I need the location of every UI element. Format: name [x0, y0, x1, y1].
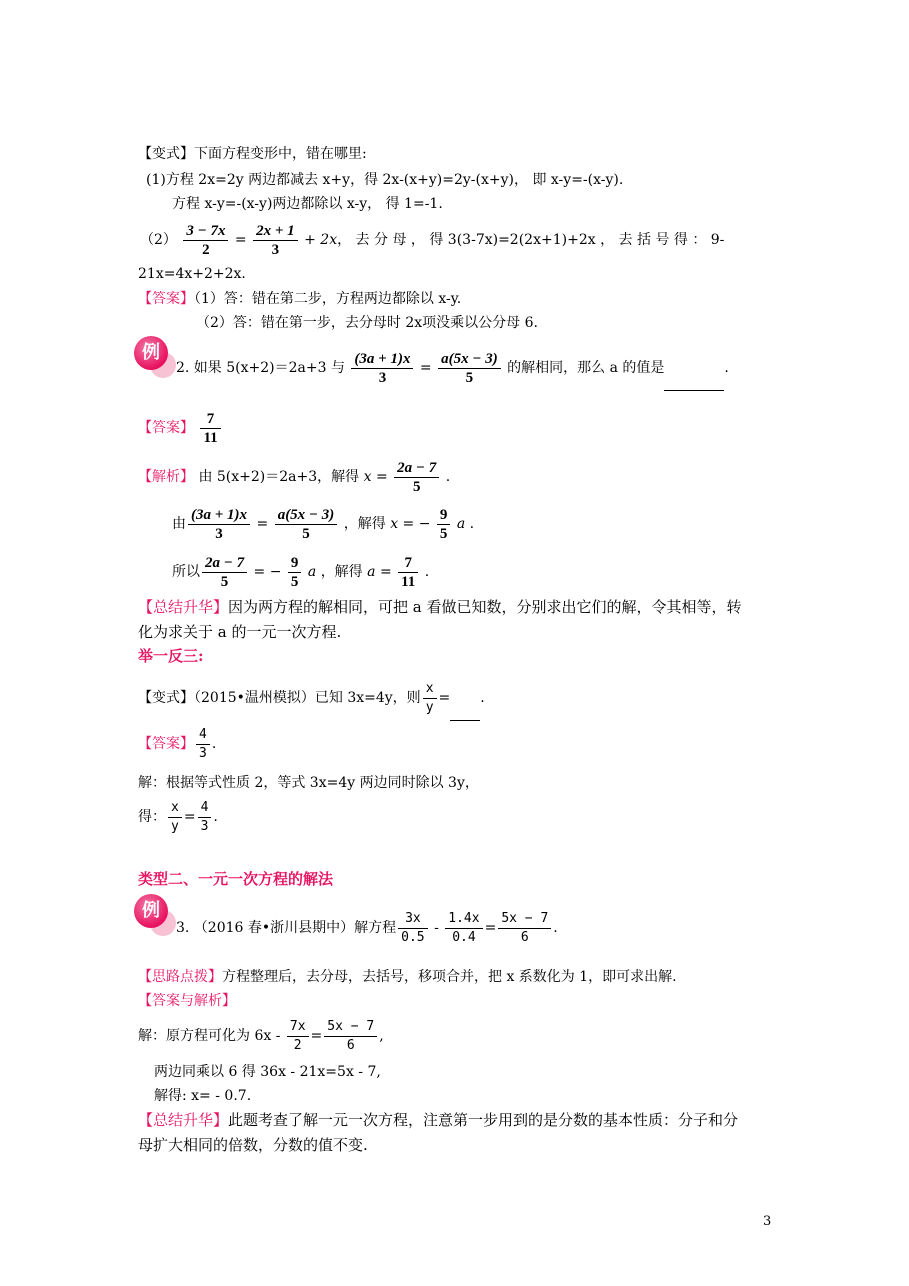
fraction: $\frac{5x - 7}{6}$ [498, 910, 551, 947]
variant-tag: 【变式】 [138, 146, 194, 162]
example-2-answer [138, 406, 223, 450]
answer-tag: 【答案】 [138, 291, 194, 307]
fraction: $\frac{(3a + 1)x}{3}$ [188, 506, 250, 543]
fraction: $\frac{4}{3}$ [196, 726, 210, 763]
example-3-solution-2: 两边同乘以 6 得 36x - 21x=5x - 7, [154, 1064, 381, 1080]
fraction: $\frac{a(5x - 3)}{5}$ [438, 350, 501, 387]
example-3-solution-3: 解得: x= - 0.7. [154, 1088, 252, 1104]
variant-tag: 【变式】 [138, 690, 194, 706]
fraction: $\frac{7x}{2}$ [287, 1018, 309, 1055]
summary-tag: 【总结升华】 [138, 1111, 229, 1129]
example-2-question: 2. 如果 5(x+2)＝2a+3 与 $\frac{(3a + 1)x}{3}$ = $\frac{a(5x - 3)}{5}$ 的解相同，那么 a 的值是 . [176, 346, 729, 391]
fraction: $\frac{(3a + 1)x}{3}$ [351, 350, 413, 387]
answer-blank [664, 346, 724, 391]
example-3-question: 3. （2016 春•浙川县期中）解方程 $\frac{3x}{0.5}$ - $\frac{1.4x}{0.4}$ = $\frac{5x - 7}{6}$ . [176, 910, 558, 945]
practice-solution-2: 得： $\frac{x}{y}$ = $\frac{4}{3}$ . [138, 799, 218, 834]
fraction: $\frac{x}{y}$ [423, 680, 437, 717]
fraction: $\frac{9}{5}$ [437, 506, 451, 543]
summary-line-1: 【总结升华】因为两方程的解相同，可把 a 看做已知数，分别求出它们的解，令其相等，转 [138, 598, 742, 616]
fraction: $\frac{4}{3}$ [198, 799, 212, 836]
example-3-solution-1: 解：原方程可化为 6x - $\frac{7x}{2}$ = $\frac{5x - 7}{6}$ , [138, 1018, 384, 1053]
variant-line-3: （2） $\frac{3 - 7x}{2}$ = $\frac{2x + 1}{3}$ + 2x， 去 分 母 ， 得 3(3-7x)=2(2x+1)+2x ， 去 括 号 得 ： 9- [140, 222, 725, 258]
fraction: $\frac{2x + 1}{3}$ [253, 222, 298, 259]
variant-line-4: 21x=4x+2+2x. [138, 266, 246, 282]
variant-answer-1: 【答案】（1）答：错在第二步，方程两边都除以 x-y. [138, 291, 462, 307]
analysis-tag: 【解析】 [138, 469, 194, 485]
summary-line-1: 【总结升华】此题考查了解一元一次方程，注意第一步用到的是分数的基本性质：分子和分 [138, 1111, 739, 1129]
fraction: $\frac{9}{5}$ [288, 554, 302, 591]
summary-line-2: 化为求关于 a 的一元一次方程. [138, 623, 342, 641]
variant-answer-2: （2）答：错在第一步，去分母时 2x项没乘以公分母 6. [196, 315, 538, 331]
fraction: $\frac{7}{11}$ [398, 554, 418, 591]
fraction: $\frac{1.4x}{0.4}$ [445, 910, 482, 947]
hint-tag: 【思路点拨】 [138, 969, 222, 985]
summary-tag: 【总结升华】 [138, 598, 229, 616]
answer-tag: 【答案】 [138, 736, 194, 752]
fraction: $\frac{5x - 7}{6}$ [324, 1018, 377, 1055]
practice-solution-1: 解：根据等式性质 2，等式 3x=4y 两边同时除以 3y， [138, 775, 479, 791]
answer-blank [450, 676, 480, 721]
hint-line: 【思路点拨】方程整理后，去分母，去括号，移项合并，把 x 系数化为 1，即可求出解. [138, 969, 677, 985]
fraction: $\frac{7}{11}$ [200, 410, 220, 447]
practice-question: 【变式】（2015•温州模拟）已知 3x=4y，则 $\frac{x}{y}$ = . [138, 676, 485, 721]
answer-tag: 【答案】 [138, 420, 194, 436]
variant-question [138, 144, 367, 164]
fraction: $\frac{2a - 7}{5}$ [202, 554, 247, 591]
analysis-line-2: 由 $\frac{(3a + 1)x}{3}$ = $\frac{a(5x - 3)}{5}$ ，解得 x = − $\frac{9}{5}$ a . [172, 506, 475, 542]
practice-answer: 【答案】 $\frac{4}{3}$ . [138, 726, 217, 761]
fraction: $\frac{3x}{0.5}$ [398, 910, 427, 947]
fraction: $\frac{x}{y}$ [168, 799, 182, 836]
fraction: $\frac{2a - 7}{5}$ [394, 459, 439, 496]
page-number: 3 [763, 1214, 772, 1229]
fraction: $\frac{a(5x - 3)}{5}$ [275, 506, 338, 543]
summary-line-2: 母扩大相同的倍数，分数的值不变. [138, 1136, 368, 1154]
variant-text: 下面方程变形中，错在哪里: [194, 146, 367, 162]
variant-line-1: (1)方程 2x=2y 两边都减去 x+y，得 2x-(x+y)=2y-(x+y)， 即 x-y=-(x-y). [146, 172, 624, 188]
variant-line-2: 方程 x-y=-(x-y)两边都除以 x-y， 得 1=-1. [172, 196, 443, 212]
analysis-line-3: 所以 $\frac{2a - 7}{5}$ = − $\frac{9}{5}$ a ，解得 a = $\frac{7}{11}$ . [172, 554, 430, 590]
example-badge: 例 [134, 894, 168, 928]
practice-heading: 举一反三: [138, 647, 204, 665]
section-heading-type-2: 类型二、一元一次方程的解法 [138, 870, 334, 888]
example-badge: 例 [134, 336, 168, 370]
answer-analysis-tag: 【答案与解析】 [138, 993, 236, 1009]
fraction: $\frac{3 - 7x}{2}$ [183, 222, 228, 259]
analysis-line-1: 【解析】 由 5(x+2)＝2a+3，解得 x = $\frac{2a - 7}{5}$ . [138, 459, 451, 495]
